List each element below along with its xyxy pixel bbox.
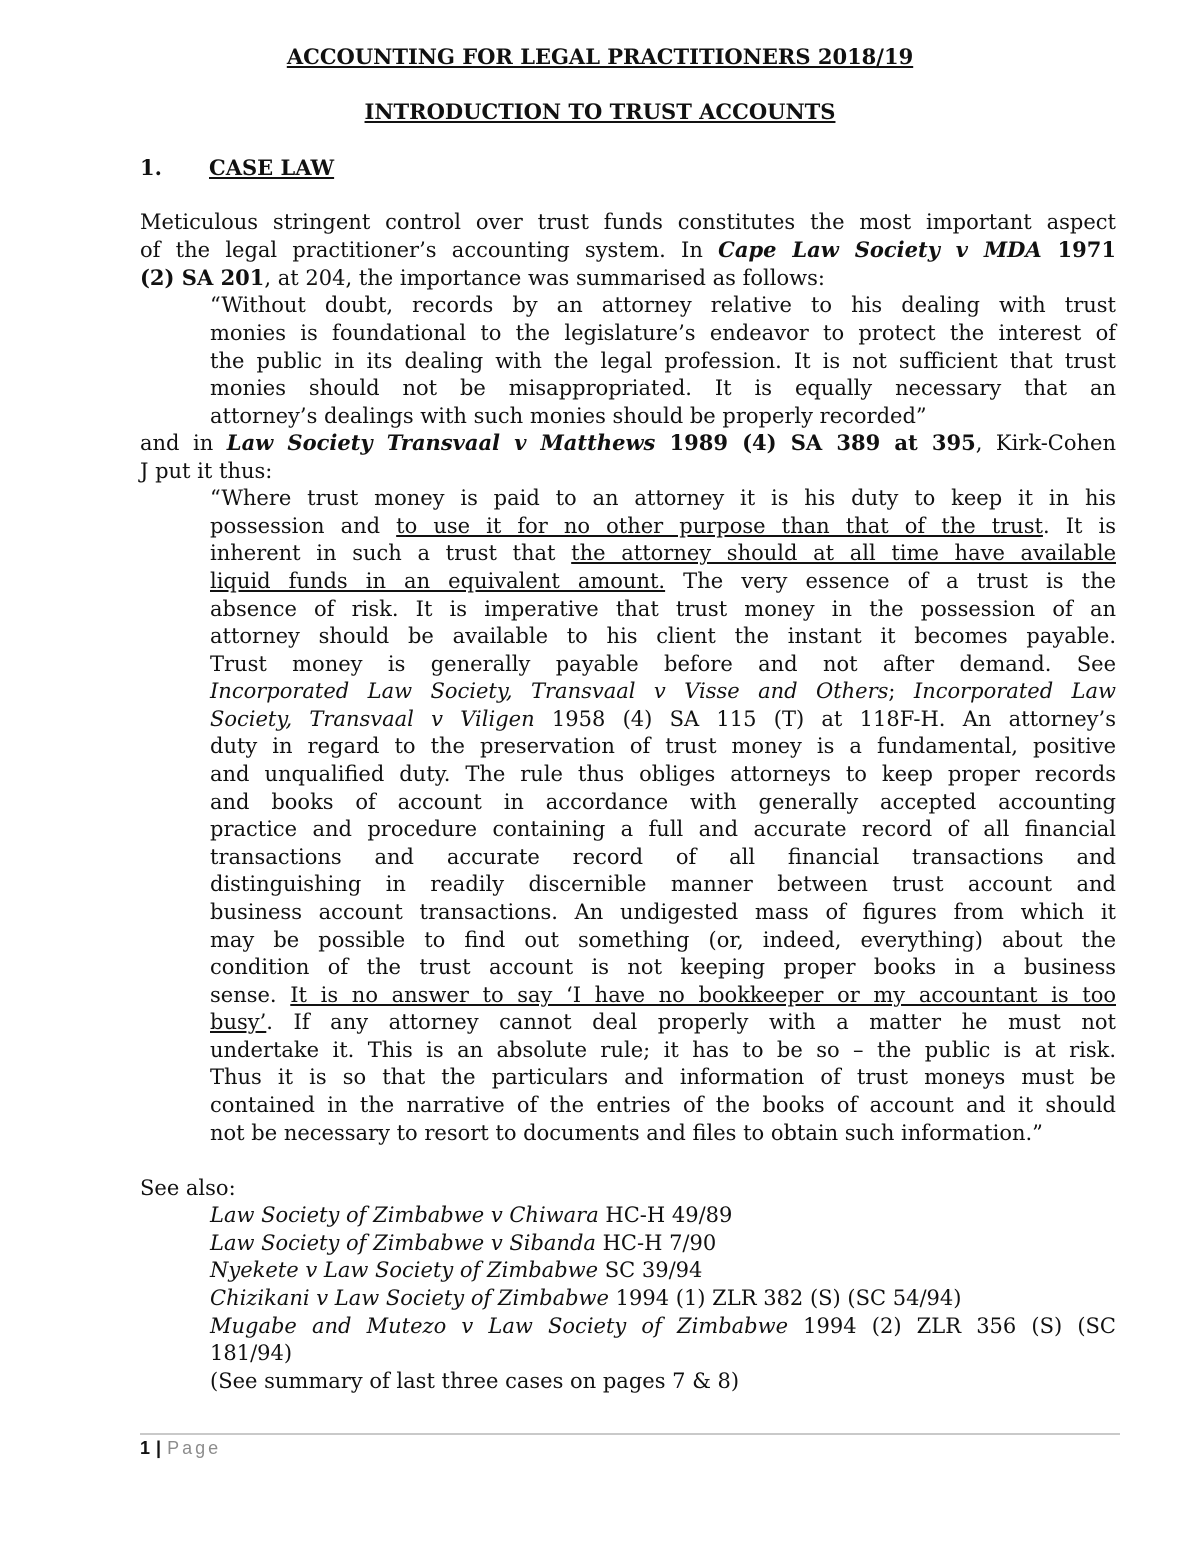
case-reference-continued: 181/94) [210, 1341, 293, 1365]
case-name: Nyekete v Law Society of Zimbabwe [210, 1258, 599, 1282]
document-title: ACCOUNTING FOR LEGAL PRACTITIONERS 2018/19 [286, 44, 914, 69]
underlined-text: It is no answer to say ‘I have no bookkeeper or my accountant is too [290, 983, 1116, 1007]
quote-line: busy’. If any attorney cannot deal properly with a matter he must not [210, 1010, 1116, 1034]
quote-line: the public in its dealing with the legal profession. It is not sufficient that trust [210, 349, 1116, 373]
see-also-note: (See summary of last three cases on pages 7 & 8) [210, 1369, 740, 1393]
underlined-text: to use it for no other purpose than that of the trust [396, 514, 1043, 538]
quote-line: absence of risk. It is imperative that trust money in the possession of an [210, 597, 1116, 621]
paragraph-line: J put it thus: [140, 459, 273, 483]
quote-line: monies is foundational to the legislature’s endeavor to protect the interest of [210, 321, 1116, 345]
case-citation: (2) SA 201 [140, 265, 265, 290]
underlined-text: the attorney should at all time have available [571, 541, 1116, 565]
case-reference: Chizikani v Law Society of Zimbabwe 1994 (1) ZLR 382 (S) (SC 54/94) [210, 1286, 962, 1310]
section-title: CASE LAW [209, 155, 335, 180]
case-name: Society, Transvaal v Viligen [210, 707, 535, 731]
quote-line: Thus it is so that the particulars and information of trust moneys must be [210, 1065, 1116, 1089]
case-citation: 1989 (4) SA 389 at 395 [655, 430, 976, 455]
case-reference: Law Society of Zimbabwe v Sibanda HC-H 7/90 [210, 1231, 717, 1255]
quote-line: “Where trust money is paid to an attorney it is his duty to keep it in his [210, 486, 1116, 510]
case-reference: Mugabe and Mutezo v Law Society of Zimbabwe 1994 (2) ZLR 356 (S) (SC [210, 1314, 1117, 1338]
see-also-label: See also: [140, 1176, 236, 1200]
page-footer [140, 1438, 221, 1459]
quote-line: business account transactions. An undigested mass of figures from which it [210, 900, 1116, 924]
underlined-text: liquid funds in an equivalent amount. [210, 569, 666, 593]
quote-line: and books of account in accordance with generally accepted accounting [210, 790, 1116, 814]
quote-line: contained in the narrative of the entries of the books of account and it should [210, 1093, 1116, 1117]
case-name: Mugabe and Mutezo v Law Society of Zimbabwe [210, 1314, 789, 1338]
case-name: Cape Law Society v MDA [718, 237, 1042, 262]
case-citation: 1971 [1041, 237, 1116, 262]
case-reference: Nyekete v Law Society of Zimbabwe SC 39/94 [210, 1258, 703, 1282]
section-number: 1. [140, 155, 162, 180]
quote-line: and unqualified duty. The rule thus obliges attorneys to keep proper records [210, 762, 1116, 786]
case-name: Incorporated Law Society, Transvaal v Visse and Others [210, 679, 889, 703]
case-name: Incorporated Law [913, 679, 1116, 703]
case-name: Law Society of Zimbabwe v Chiwara [210, 1203, 599, 1227]
quote-line: transactions and accurate record of all financial transactions and [210, 845, 1116, 869]
section-heading [140, 155, 334, 180]
quote-line: attorney should be available to his client the instant it becomes payable. [210, 624, 1116, 648]
quote-line: attorney’s dealings with such monies should be properly recorded” [210, 404, 927, 428]
footer-separator: | [156, 1438, 162, 1458]
quote-line: “Without doubt, records by an attorney relative to his dealing with trust [210, 293, 1116, 317]
quote-line: possession and to use it for no other purpose than that of the trust. It is [210, 514, 1116, 538]
page-number: 1 [140, 1438, 151, 1458]
case-name: Law Society Transvaal v Matthews [226, 430, 656, 455]
case-reference: Law Society of Zimbabwe v Chiwara HC-H 49/89 [210, 1203, 733, 1227]
quote-line: may be possible to find out something (or, indeed, everything) about the [210, 928, 1116, 952]
quote-line: distinguishing in readily discernible manner between trust account and [210, 872, 1116, 896]
quote-line: Trust money is generally payable before and not after demand. See [210, 652, 1116, 676]
case-name: Law Society of Zimbabwe v Sibanda [210, 1231, 596, 1255]
paragraph-line: of the legal practitioner’s accounting system. In Cape Law Society v MDA 1971 [140, 237, 1116, 262]
footer-divider [140, 1433, 1120, 1435]
quote-line: Society, Transvaal v Viligen 1958 (4) SA 115 (T) at 118F-H. An attorney’s [210, 707, 1116, 731]
quote-line: monies should not be misappropriated. It is equally necessary that an [210, 376, 1116, 400]
case-name: Chizikani v Law Society of Zimbabwe [210, 1286, 609, 1310]
document-subtitle: INTRODUCTION TO TRUST ACCOUNTS [364, 99, 836, 124]
paragraph-line: (2) SA 201, at 204, the importance was summarised as follows: [140, 265, 825, 290]
quote-line: inherent in such a trust that the attorney should at all time have available [210, 541, 1116, 565]
paragraph-line: Meticulous stringent control over trust funds constitutes the most important aspect [140, 210, 1116, 234]
quote-line: condition of the trust account is not keeping proper books in a business [210, 955, 1116, 979]
quote-line: liquid funds in an equivalent amount. The very essence of a trust is the [210, 569, 1117, 593]
quote-line: Incorporated Law Society, Transvaal v Visse and Others; Incorporated Law [210, 679, 1116, 703]
paragraph-line: and in Law Society Transvaal v Matthews 1989 (4) SA 389 at 395, Kirk-Cohen [140, 430, 1116, 455]
quote-line: undertake it. This is an absolute rule; it has to be so – the public is at risk. [210, 1038, 1116, 1062]
quote-line: not be necessary to resort to documents and files to obtain such information.” [210, 1121, 1043, 1145]
quote-line: sense. It is no answer to say ‘I have no bookkeeper or my accountant is too [210, 983, 1116, 1007]
page-label: Page [167, 1438, 222, 1458]
quote-line: duty in regard to the preservation of trust money is a fundamental, positive [210, 734, 1116, 758]
quote-line: practice and procedure containing a full and accurate record of all financial [210, 817, 1116, 841]
underlined-text: busy’ [210, 1010, 267, 1034]
